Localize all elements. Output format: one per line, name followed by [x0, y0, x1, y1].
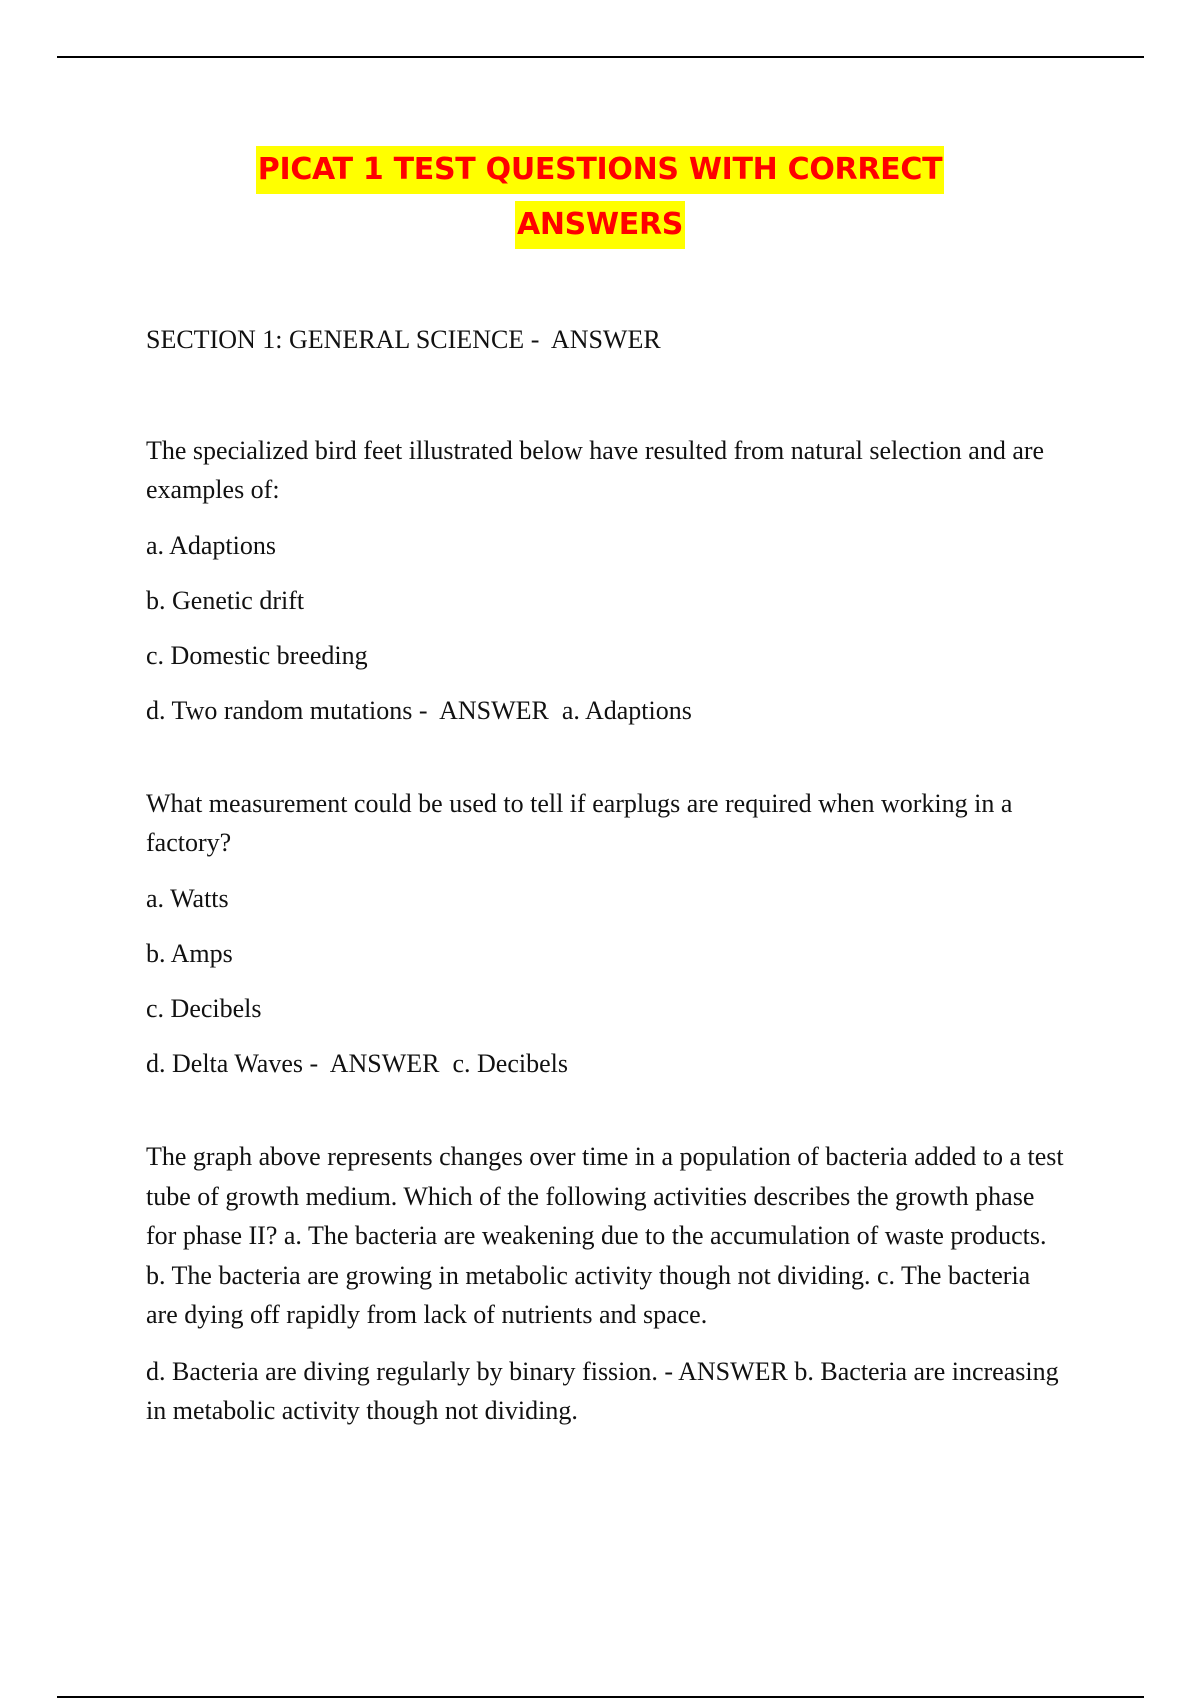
answer-option: c. Decibels: [146, 994, 262, 1023]
document-title: [0, 146, 1200, 256]
question-stem: The graph above represents changes over time in a population of bacteria added to a test tube of growth medium. Which of the following activities describes the growth phase for phase II? a. The bacteria are weakening due to the accumulation of waste products. b. The bacteria are growing in metabolic activity though not dividing. c. The bacteria are dying off rapidly from lack of nutrients and space.: [146, 1142, 1064, 1329]
document-body: [146, 320, 1066, 1485]
question-2: [146, 784, 1066, 1083]
answer-option: a. Watts: [146, 884, 229, 913]
question-stem: The specialized bird feet illustrated below have resulted from natural selection and are examples of:: [146, 436, 1045, 504]
answer-option-with-answer: d. Two random mutations - ANSWER a. Adaptions: [146, 696, 692, 725]
answer-option: a. Adaptions: [146, 531, 276, 560]
bottom-rule: [57, 1696, 1144, 1698]
title-line-1: PICAT 1 TEST QUESTIONS WITH CORRECT: [256, 146, 944, 194]
top-rule: [57, 56, 1144, 58]
question-stem: What measurement could be used to tell if earplugs are required when working in a factory?: [146, 789, 1013, 857]
answer-option: c. Domestic breeding: [146, 641, 368, 670]
answer-option: b. Amps: [146, 939, 233, 968]
answer-option: b. Genetic drift: [146, 586, 305, 615]
answer-option-with-answer: d. Delta Waves - ANSWER c. Decibels: [146, 1049, 568, 1078]
question-1: [146, 431, 1066, 730]
section-heading: SECTION 1: GENERAL SCIENCE - ANSWER: [146, 325, 661, 354]
answer-option-with-answer: d. Bacteria are diving regularly by binary fission. - ANSWER b. Bacteria are increasing in metabolic activity though not dividing.: [146, 1356, 1059, 1425]
title-line-2: ANSWERS: [515, 201, 685, 249]
question-3: [146, 1137, 1066, 1431]
